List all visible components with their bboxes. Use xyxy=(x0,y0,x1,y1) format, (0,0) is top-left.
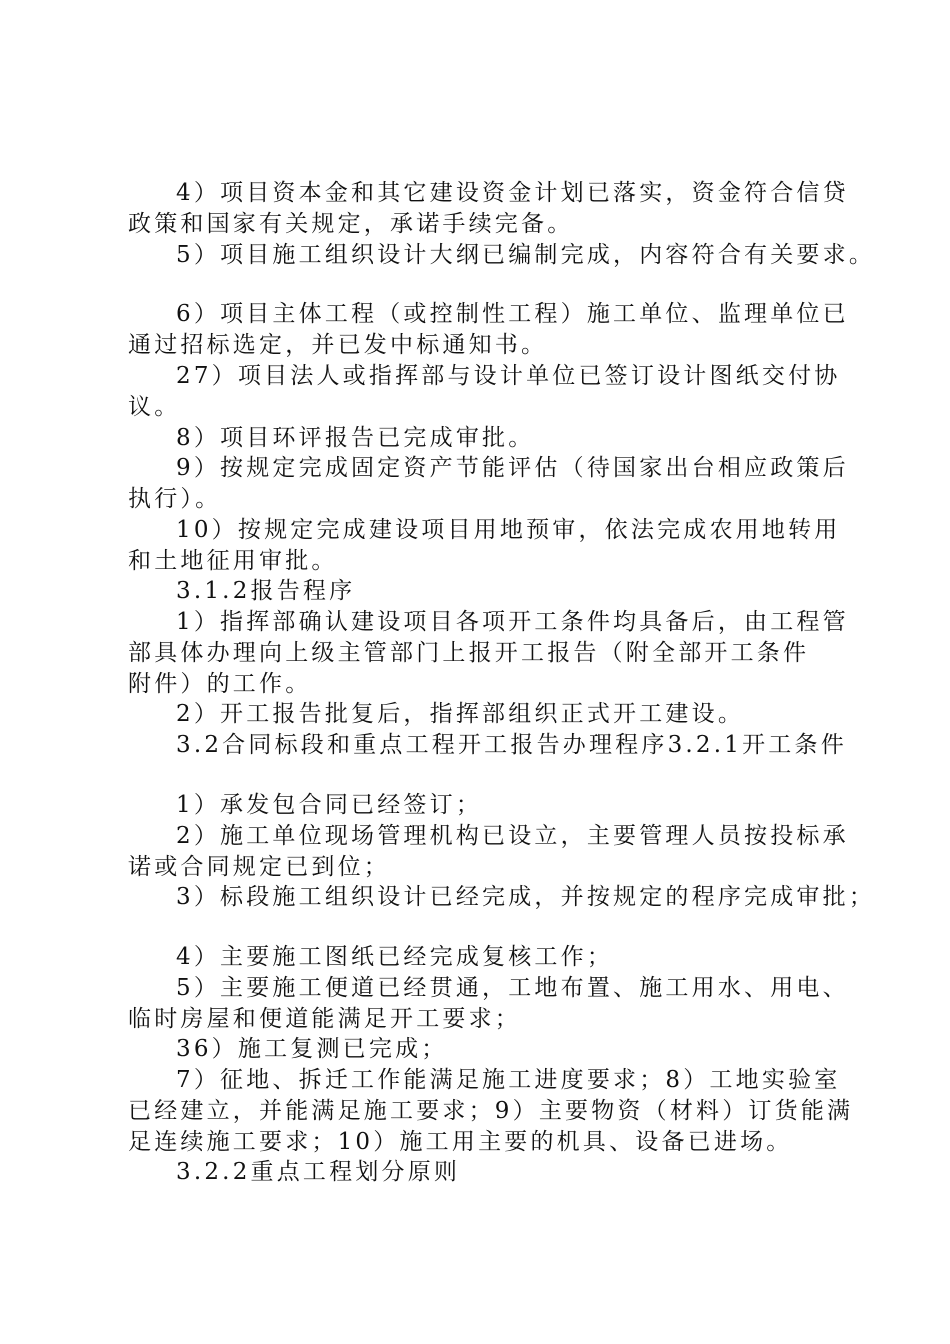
paragraph-line: 1）指挥部确认建设项目各项开工条件均具备后，由工程管 xyxy=(176,609,849,635)
paragraph-line: 政策和国家有关规定，承诺手续完备。 xyxy=(128,211,574,237)
paragraph-line: 4）主要施工图纸已经完成复核工作； xyxy=(176,944,614,970)
paragraph-line: 5）项目施工组织设计大纲已编制完成，内容符合有关要求。 xyxy=(176,242,876,268)
paragraph-line: 7）征地、拆迁工作能满足施工进度要求；8）工地实验室 xyxy=(176,1067,841,1093)
paragraph-line: 已经建立，并能满足施工要求；9）主要物资（材料）订货能满 xyxy=(128,1098,854,1124)
paragraph-line: 1）承发包合同已经签订； xyxy=(176,792,483,818)
paragraph-line: 通过招标选定，并已发中标通知书。 xyxy=(128,332,548,358)
paragraph-line: 6）项目主体工程（或控制性工程）施工单位、监理单位已 xyxy=(176,301,849,327)
paragraph-line: 部具体办理向上级主管部门上报开工报告（附全部开工条件 xyxy=(128,640,810,666)
paragraph-line: 议。 xyxy=(128,394,181,420)
paragraph-line: 3）标段施工组织设计已经完成，并按规定的程序完成审批； xyxy=(176,884,876,910)
section-heading: 3.2.2重点工程划分原则 xyxy=(176,1159,461,1185)
section-heading: 3.2合同标段和重点工程开工报告办理程序3.2.1开工条件 xyxy=(176,732,847,758)
paragraph-line: 4）项目资本金和其它建设资金计划已落实，资金符合信贷 xyxy=(176,180,849,206)
paragraph-line: 5）主要施工便道已经贯通，工地布置、施工用水、用电、 xyxy=(176,975,849,1001)
section-heading: 3.1.2报告程序 xyxy=(176,578,356,604)
paragraph-line: 36）施工复测已完成； xyxy=(176,1036,448,1062)
paragraph-line: 8）项目环评报告已完成审批。 xyxy=(176,425,535,451)
paragraph-line: 27）项目法人或指挥部与设计单位已签订设计图纸交付协 xyxy=(176,363,841,389)
paragraph-line: 足连续施工要求；10）施工用主要的机具、设备已进场。 xyxy=(128,1129,793,1155)
paragraph-line: 执行）。 xyxy=(128,486,222,512)
paragraph-line: 附件）的工作。 xyxy=(128,671,312,697)
paragraph-line: 2）开工报告批复后，指挥部组织正式开工建设。 xyxy=(176,701,745,727)
paragraph-line: 2）施工单位现场管理机构已设立，主要管理人员按投标承 xyxy=(176,823,849,849)
paragraph-line: 和土地征用审批。 xyxy=(128,548,338,574)
paragraph-line: 临时房屋和便道能满足开工要求； xyxy=(128,1006,521,1032)
paragraph-line: 10）按规定完成建设项目用地预审，依法完成农用地转用 xyxy=(176,517,841,543)
paragraph-line: 诺或合同规定已到位； xyxy=(128,854,390,880)
paragraph-line: 9）按规定完成固定资产节能评估（待国家出台相应政策后 xyxy=(176,455,849,481)
